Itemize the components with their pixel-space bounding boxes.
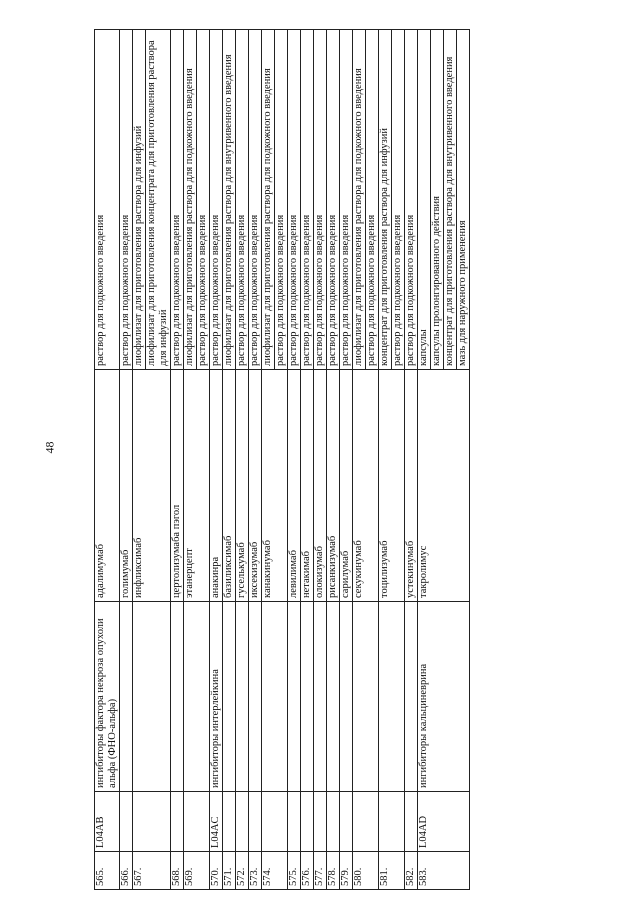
row-number: 571. [223, 852, 236, 890]
dosage-form: лиофилизат для приготовления раствора для внутривенного введения [223, 54, 234, 366]
drug-name: цертолизумаба пэгол [171, 370, 184, 602]
row-number: 575. [288, 852, 301, 890]
pharm-group [184, 602, 210, 792]
pharm-group [327, 602, 340, 792]
row-number: 573. [249, 852, 262, 890]
row-number: 580. [353, 852, 379, 890]
atc-code [288, 792, 301, 852]
row-number: 568. [171, 852, 184, 890]
row-number: 578. [327, 852, 340, 890]
atc-code [236, 792, 249, 852]
atc-code: L04AB [95, 792, 120, 852]
atc-code [327, 792, 340, 852]
table-row [379, 30, 405, 890]
dosage-form: раствор для подкожного введения [288, 214, 299, 366]
dosage-form: раствор для подкожного введения [301, 214, 312, 366]
table-row [288, 30, 301, 890]
table-row [133, 30, 171, 890]
drug-name: этанерцепт [184, 370, 210, 602]
table-row [223, 30, 236, 890]
atc-code [133, 792, 171, 852]
dosage-form: раствор для подкожного введения [366, 214, 377, 366]
atc-code [301, 792, 314, 852]
pharm-group [133, 602, 171, 792]
dosage-form: раствор для подкожного введения [95, 214, 106, 366]
row-number: 577. [314, 852, 327, 890]
page-number: 48 [42, 441, 57, 454]
dosage-forms [314, 30, 327, 370]
dosage-form: раствор для подкожного введения [171, 214, 182, 366]
drug-name: нетакимаб [301, 370, 314, 602]
drug-name: канакинумаб [262, 370, 288, 602]
dosage-form: раствор для подкожного введения [314, 214, 325, 366]
table-row [120, 30, 133, 890]
dosage-forms [301, 30, 314, 370]
dosage-forms [133, 30, 171, 370]
dosage-form: раствор для подкожного введения [405, 214, 416, 366]
dosage-form: раствор для подкожного введения [327, 214, 338, 366]
table-row [249, 30, 262, 890]
drug-name: гуселькумаб [236, 370, 249, 602]
drug-name: устекинумаб [405, 370, 418, 602]
atc-code: L04AD [418, 792, 470, 852]
table-row [327, 30, 340, 890]
dosage-forms [95, 30, 120, 370]
dosage-form: раствор для подкожного введения [210, 214, 221, 366]
table-row [405, 30, 418, 890]
row-number: 576. [301, 852, 314, 890]
table-row [210, 30, 223, 890]
row-number: 569. [184, 852, 210, 890]
pharm-group [236, 602, 249, 792]
dosage-forms [223, 30, 236, 370]
dosage-forms [249, 30, 262, 370]
pharm-group [379, 602, 405, 792]
drug-name: анакинра [210, 370, 223, 602]
dosage-form: мазь для наружного применения [457, 220, 468, 366]
table-row [171, 30, 184, 890]
dosage-forms [210, 30, 223, 370]
table-row [236, 30, 249, 890]
pharm-group [301, 602, 314, 792]
drug-name: рисанкизумаб [327, 370, 340, 602]
dosage-forms [120, 30, 133, 370]
dosage-form: лиофилизат для приготовления раствора для инфузий [133, 30, 146, 369]
drug-name: секукинумаб [353, 370, 379, 602]
dosage-forms [184, 30, 210, 370]
table-row [418, 30, 470, 890]
dosage-form: раствор для подкожного введения [236, 214, 247, 366]
atc-code [249, 792, 262, 852]
dosage-form: раствор для подкожного введения [392, 214, 403, 366]
table-row [184, 30, 210, 890]
dosage-form: капсулы [418, 30, 431, 369]
dosage-form: концентрат для приготовления раствора для инфузий [379, 30, 392, 369]
row-number: 579. [340, 852, 353, 890]
dosage-form: лиофилизат для приготовления раствора для подкожного введения [184, 30, 197, 369]
atc-code [314, 792, 327, 852]
row-number: 566. [120, 852, 133, 890]
pharm-group [262, 602, 288, 792]
table-row [262, 30, 288, 890]
row-number: 570. [210, 852, 223, 890]
pharm-group [405, 602, 418, 792]
pharm-group: ингибиторы фактора некроза опухоли альфа (ФНО-альфа) [95, 602, 120, 792]
dosage-forms [379, 30, 405, 370]
atc-code [262, 792, 288, 852]
dosage-forms [340, 30, 353, 370]
pharm-group [171, 602, 184, 792]
dosage-form: капсулы пролонгированного действия [431, 30, 444, 369]
row-number: 581. [379, 852, 405, 890]
atc-code [379, 792, 405, 852]
table-row [314, 30, 327, 890]
table-row [353, 30, 379, 890]
dosage-forms [288, 30, 301, 370]
pharm-group [249, 602, 262, 792]
pharm-group [353, 602, 379, 792]
dosage-forms [327, 30, 340, 370]
atc-code [353, 792, 379, 852]
pharm-group: ингибиторы кальциневрина [418, 602, 470, 792]
row-number: 565. [95, 852, 120, 890]
dosage-form: раствор для подкожного введения [275, 214, 286, 366]
drug-name: базиликсимаб [223, 370, 236, 602]
table-row [95, 30, 120, 890]
row-number: 572. [236, 852, 249, 890]
pharm-group [223, 602, 236, 792]
atc-code [120, 792, 133, 852]
dosage-forms [418, 30, 470, 370]
drug-name: левилимаб [288, 370, 301, 602]
dosage-form: концентрат для приготовления раствора для внутривенного введения [444, 30, 457, 369]
dosage-forms [171, 30, 184, 370]
pharm-group [288, 602, 301, 792]
dosage-form: раствор для подкожного введения [120, 214, 131, 366]
atc-code [223, 792, 236, 852]
atc-code [171, 792, 184, 852]
drug-name: инфликсимаб [133, 370, 171, 602]
pharm-group: ингибиторы интерлейкина [210, 602, 223, 792]
drug-name: олокизумаб [314, 370, 327, 602]
dosage-form: раствор для подкожного введения [197, 214, 208, 366]
dosage-form: лиофилизат для приготовления концентрата для приготовления раствора для инфузий [146, 40, 169, 366]
table-row [340, 30, 353, 890]
row-number: 583. [418, 852, 470, 890]
pharm-group [120, 602, 133, 792]
drug-name: иксекизумаб [249, 370, 262, 602]
dosage-forms [353, 30, 379, 370]
drug-table-rotated [94, 30, 594, 890]
dosage-form: раствор для подкожного введения [340, 214, 351, 366]
table-row [301, 30, 314, 890]
atc-code [340, 792, 353, 852]
dosage-forms [236, 30, 249, 370]
drug-name: адалимумаб [95, 370, 120, 602]
drug-name: тоцилизумаб [379, 370, 405, 602]
dosage-form: лиофилизат для приготовления раствора для подкожного введения [353, 30, 366, 369]
pharm-group [340, 602, 353, 792]
row-number: 574. [262, 852, 288, 890]
pharm-group [314, 602, 327, 792]
atc-code [184, 792, 210, 852]
drug-name: голимумаб [120, 370, 133, 602]
row-number: 582. [405, 852, 418, 890]
drug-table-body [95, 30, 470, 890]
dosage-form: лиофилизат для приготовления раствора для подкожного введения [262, 30, 275, 369]
dosage-form: раствор для подкожного введения [249, 214, 260, 366]
dosage-forms [405, 30, 418, 370]
drug-name: сарилумаб [340, 370, 353, 602]
atc-code: L04AC [210, 792, 223, 852]
drug-table [94, 29, 470, 890]
atc-code [405, 792, 418, 852]
row-number: 567. [133, 852, 171, 890]
drug-name: такролимус [418, 370, 470, 602]
dosage-forms [262, 30, 288, 370]
